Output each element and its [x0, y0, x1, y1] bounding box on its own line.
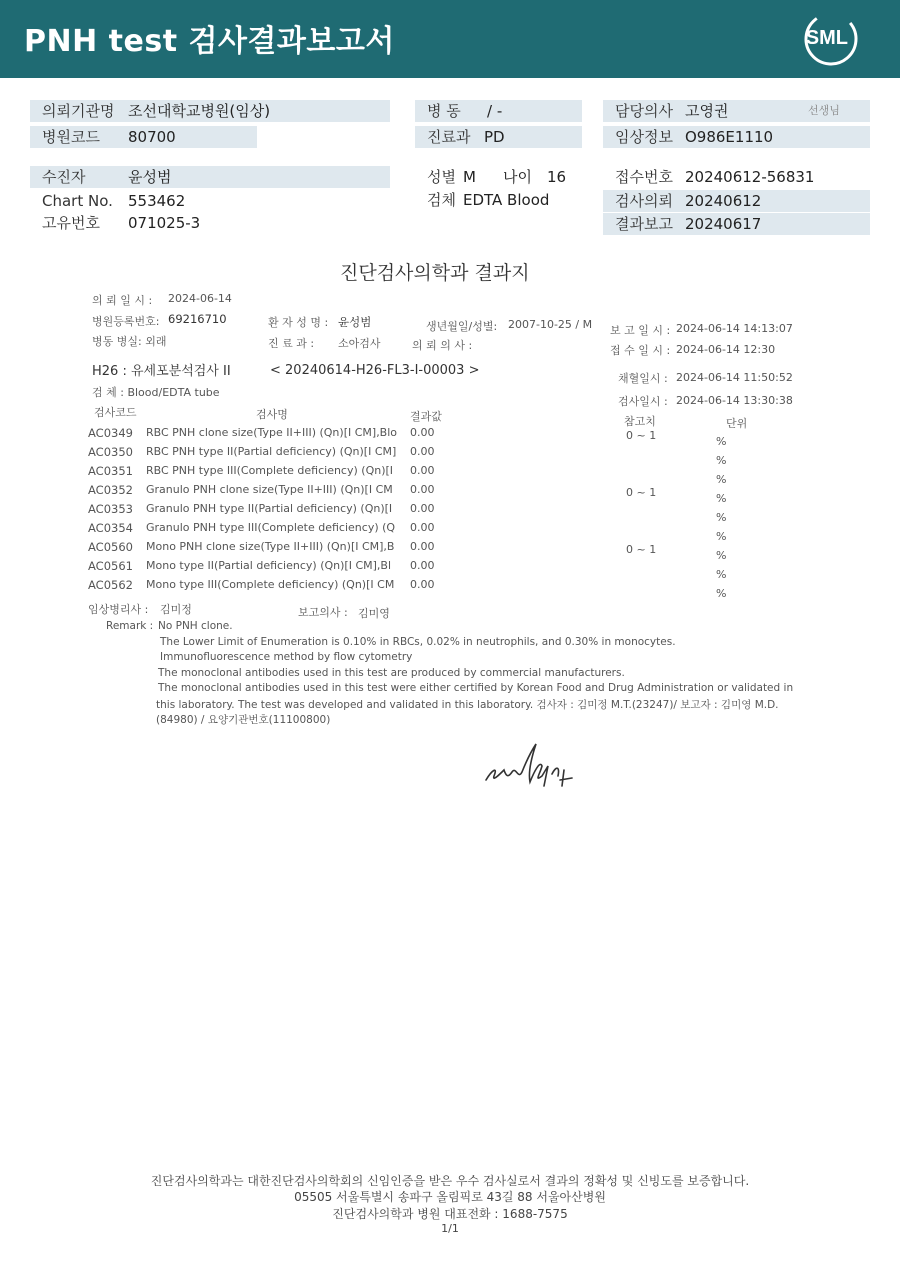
sex-label: 성별 [427, 168, 456, 186]
dept-label: 진 료 과 : [268, 337, 315, 350]
sml-logo-text: SML [805, 27, 848, 49]
table-row [88, 559, 768, 581]
receipt-no-value: 20240612-56831 [685, 168, 815, 186]
remark-line: this laboratory. The test was developed and validated in this laboratory. 검사자 : 김미정 M.T.(23247)/ 보고자 : 김미영 M.D. [156, 699, 779, 711]
patient-field [30, 166, 390, 188]
hospital-code-value: 80700 [128, 128, 176, 146]
request-date-value: 2024-06-14 [168, 292, 232, 305]
test-time-value: 2024-06-14 13:30:38 [676, 394, 793, 407]
unique-no-value: 071025-3 [128, 214, 201, 232]
result-value-cell: 0.00 [410, 540, 435, 553]
age-value: 16 [547, 168, 567, 186]
result-name-cell: Granulo PNH type II(Partial deficiency) (Qn)[I [146, 502, 393, 515]
chart-no-field [30, 190, 390, 212]
chart-no-label: Chart No. [42, 192, 113, 210]
request-date-label: 의 뢰 일 시 : [92, 294, 153, 307]
result-code-cell: AC0350 [88, 445, 133, 459]
request-date-field [603, 190, 870, 212]
collect-time-label: 채혈일시 : [618, 372, 668, 385]
receipt-no-label: 접수번호 [615, 168, 673, 186]
col-header-unit: 단위 [726, 417, 748, 430]
result-name-cell: RBC PNH type II(Partial deficiency) (Qn)[I CM] [146, 445, 397, 458]
sex-value: M [463, 168, 476, 186]
result-value-cell: 0.00 [410, 502, 435, 515]
department-label: 진료과 [427, 128, 471, 146]
col-header-name: 검사명 [256, 408, 288, 421]
result-name-cell: RBC PNH type III(Complete deficiency) (Qn)[I [146, 464, 394, 477]
result-name-cell: Mono type III(Complete deficiency) (Qn)[I CM [146, 578, 395, 591]
hospital-address: 05505 서울특별시 송파구 올림픽로 43길 88 서울아산병원 [294, 1190, 606, 1204]
report-header [0, 0, 900, 78]
patient-name-value: 윤성범 [338, 315, 372, 329]
remark-line: (84980) / 요양기관번호(11100800) [156, 714, 331, 726]
sex-age-field [415, 166, 585, 188]
remark-line: The Lower Limit of Enumeration is 0.10% in RBCs, 0.02% in neutrophils, and 0.30% in monocytes. [160, 636, 676, 648]
result-code-cell: AC0351 [88, 464, 133, 478]
result-value-cell: 0.00 [410, 559, 435, 572]
age-label: 나이 [503, 168, 532, 186]
ward-field [415, 100, 582, 122]
result-code-cell: AC0352 [88, 483, 133, 497]
remark-line: The monoclonal antibodies used in this test are produced by commercial manufacturers. [158, 667, 625, 679]
result-unit-cell: % [716, 530, 727, 543]
col-header-result: 결과값 [410, 410, 442, 423]
result-unit-cell: % [716, 511, 727, 524]
patient-value: 윤성범 [128, 168, 172, 186]
clinical-info-value: O986E1110 [685, 128, 774, 146]
ward-value: / - [487, 102, 503, 120]
contact-line: 진단검사의학과 병원 대표전화 : 1688-7575 [332, 1207, 568, 1221]
requesting-institution-label: 의뢰기관명 [42, 102, 115, 120]
certification-note: 진단검사의학과는 대한진단검사의학회의 신임인증을 받은 우수 검사실로서 결과의 정확성 및 신빙도를 보증합니다. [150, 1174, 750, 1188]
ordering-doctor-label: 의 뢰 의 사 : [412, 339, 473, 352]
ward-label: 병 동 [427, 102, 461, 120]
department-value: PD [484, 128, 505, 146]
table-row [88, 521, 768, 543]
result-unit-cell: % [716, 492, 727, 505]
requesting-institution-value: 조선대학교병원(임상) [128, 102, 271, 120]
result-unit-cell: % [716, 587, 727, 600]
accession-number: < 20240614-H26-FL3-I-00003 > [270, 363, 480, 378]
result-value-cell: 0.00 [410, 483, 435, 496]
doctor-suffix: 선생님 [808, 104, 840, 117]
clinician-value: 김미정 [160, 603, 192, 616]
clinician-label: 임상병리사 : [88, 603, 149, 616]
result-name-cell: RBC PNH clone size(Type II+III) (Qn)[I CM],Blo [146, 426, 398, 439]
result-code-cell: AC0562 [88, 578, 133, 592]
ward-room-label: 병동 병실: 외래 [92, 335, 167, 348]
result-unit-cell: % [716, 435, 727, 448]
doctor-field [603, 100, 870, 122]
result-ref-cell: 0 ~ 1 [626, 543, 657, 556]
section-title: H26 : 유세포분석검사 II [92, 364, 231, 379]
receipt-no-field [603, 166, 870, 188]
specimen-line: 검 체 : Blood/EDTA tube [92, 386, 220, 399]
unique-no-label: 고유번호 [42, 214, 100, 232]
result-name-cell: Mono type II(Partial deficiency) (Qn)[I CM],Bl [146, 559, 392, 572]
receipt-time-value: 2024-06-14 12:30 [676, 343, 776, 356]
request-date-value: 20240612 [685, 192, 762, 210]
report-date-value: 20240617 [685, 215, 762, 233]
result-code-cell: AC0349 [88, 426, 133, 440]
result-ref-cell: 0 ~ 1 [626, 486, 657, 499]
requesting-institution-field [30, 100, 390, 122]
hospital-code-field [30, 126, 257, 148]
collect-time-value: 2024-06-14 11:50:52 [676, 371, 793, 384]
doctor-value: 고영권 [685, 102, 729, 120]
result-value-cell: 0.00 [410, 445, 435, 458]
table-row [88, 464, 768, 486]
report-date-label: 결과보고 [615, 215, 673, 233]
report-date-field [603, 213, 870, 235]
birth-value: 2007-10-25 / M [508, 318, 593, 331]
birth-label: 생년월일/성별: [426, 320, 498, 333]
clinical-info-label: 임상정보 [615, 128, 673, 146]
remark-line: Immunofluorescence method by flow cytometry [160, 651, 413, 663]
report-time-label: 보 고 일 시 : [610, 324, 671, 337]
scanned-result-sheet [84, 248, 794, 808]
table-row [88, 426, 768, 448]
hospital-code-label: 병원코드 [42, 128, 100, 146]
result-name-cell: Mono PNH clone size(Type II+III) (Qn)[I CM],B [146, 540, 395, 553]
result-code-cell: AC0560 [88, 540, 133, 554]
table-row [88, 578, 768, 600]
result-name-cell: Granulo PNH type III(Complete deficiency) (Q [146, 521, 396, 534]
result-code-cell: AC0354 [88, 521, 133, 535]
patient-name-label: 환 자 성 명 : [268, 316, 329, 329]
doctor-label: 담당의사 [615, 102, 673, 120]
remark-line: The monoclonal antibodies used in this test were either certified by Korean Food and Drug Administration or validated in [158, 682, 794, 694]
result-code-cell: AC0561 [88, 559, 133, 573]
table-row [88, 445, 768, 467]
result-unit-cell: % [716, 473, 727, 486]
specimen-field [415, 189, 585, 211]
table-row [88, 483, 768, 505]
col-header-code: 검사코드 [94, 406, 137, 419]
request-date-label: 검사의뢰 [615, 192, 673, 210]
table-row [88, 540, 768, 562]
result-value-cell: 0.00 [410, 521, 435, 534]
result-code-cell: AC0353 [88, 502, 133, 516]
department-field [415, 126, 582, 148]
result-value-cell: 0.00 [410, 578, 435, 591]
table-row [88, 502, 768, 524]
report-title: PNH test 검사결과보고서 [24, 24, 395, 59]
result-value-cell: 0.00 [410, 464, 435, 477]
handwritten-signature [482, 736, 592, 796]
test-time-label: 검사일시 : [618, 395, 668, 408]
result-sheet-title: 진단검사의학과 결과지 [340, 262, 530, 284]
specimen-label: 검체 [427, 191, 456, 209]
chart-no-value: 553462 [128, 192, 186, 210]
result-name-cell: Granulo PNH clone size(Type II+III) (Qn)[I CM [146, 483, 393, 496]
remark-line: No PNH clone. [158, 620, 233, 632]
receipt-time-label: 접 수 일 시 : [610, 344, 671, 357]
unique-no-field [30, 212, 390, 234]
result-unit-cell: % [716, 549, 727, 562]
remark-label: Remark : [106, 620, 154, 632]
report-time-value: 2024-06-14 14:13:07 [676, 322, 793, 335]
result-value-cell: 0.00 [410, 426, 435, 439]
result-unit-cell: % [716, 454, 727, 467]
reg-no-label: 병원등록번호: [92, 315, 160, 328]
specimen-value: EDTA Blood [463, 191, 550, 209]
reporter-label: 보고의사 : [298, 606, 348, 619]
page-number: 1/1 [441, 1222, 459, 1235]
patient-label: 수진자 [42, 168, 86, 186]
reg-no-value: 69216710 [168, 312, 227, 326]
result-ref-cell: 0 ~ 1 [626, 429, 657, 442]
clinical-info-field [603, 126, 870, 148]
dept-value: 소아검사 [338, 337, 381, 350]
result-unit-cell: % [716, 568, 727, 581]
col-header-ref: 참고치 [624, 415, 656, 428]
reporter-value: 김미영 [358, 607, 390, 620]
